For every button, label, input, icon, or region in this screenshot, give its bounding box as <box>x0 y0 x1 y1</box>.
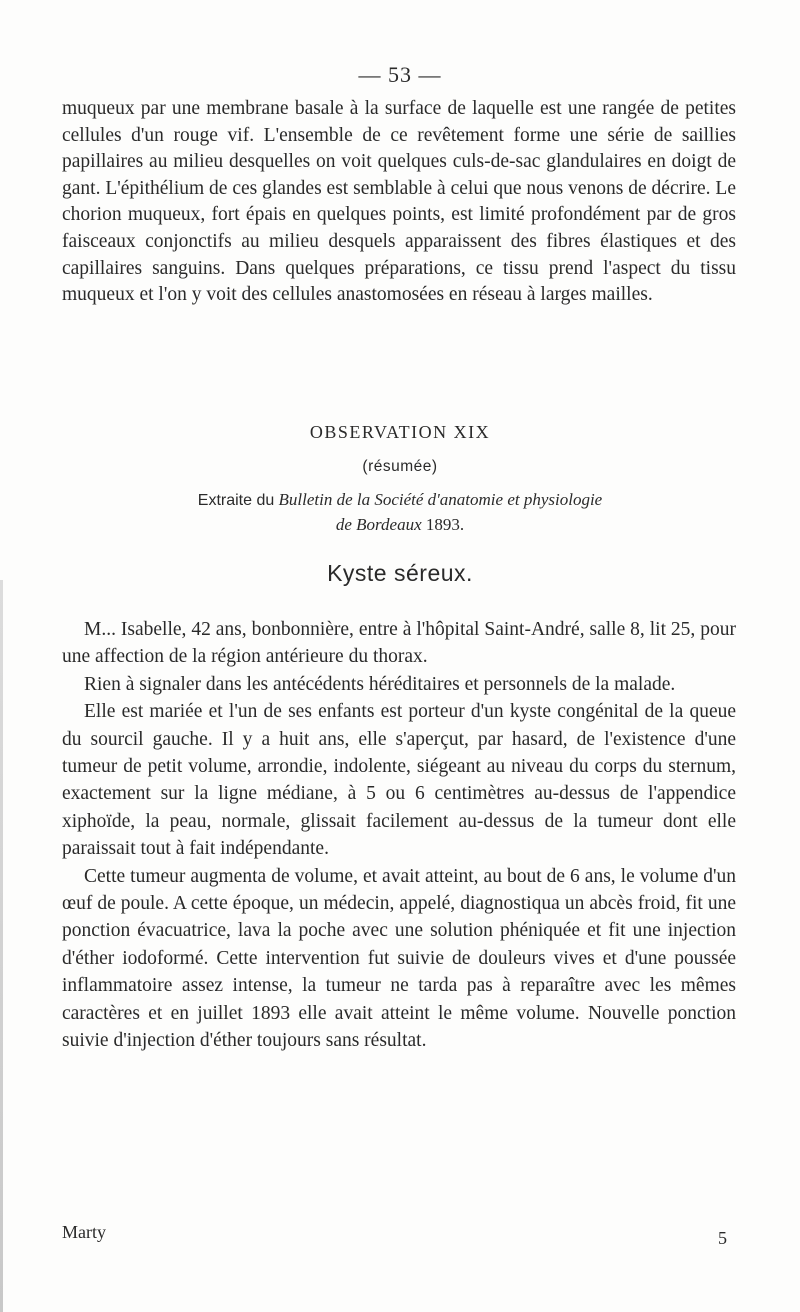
case-paragraph: Elle est mariée et l'un de ses enfants est porteur d'un kyste congénital de la queue du sourcil gauche. Il y a huit ans, elle s'aperçut, par hasard, de l'existence d'une tumeur de petit volume, arrondie, indolente, siégeant au niveau du corps du sternum, exactement sur la ligne médiane, à 5 ou 6 centimètres au-dessus de l'appendice xiphoïde, la peau, normale, glissait facilement au-dessus de la tumeur dont elle paraissait tout à fait indépendante. <box>62 701 736 860</box>
source-city: de Bordeaux <box>335 515 422 534</box>
footer-signature: 5 <box>718 1228 727 1248</box>
case-paragraph: Cette tumeur augmenta de volume, et avait atteint, au bout de 6 ans, le volume d'un œuf de poule. A cette époque, un médecin, appelé, diagnostiqua un abcès froid, fit une ponction évacuatrice, lava la poche avec une solution phéniquée et fit une injection d'éther iodoformé. Cette intervention fut suivie de douleurs vives et d'une poussée inflammatoire assez intense, la tumeur ne tarda pas à reparaître avec les mêmes caractères et en juillet 1893 elle avait atteint le même volume. Nouvelle ponction suivie d'injection d'éther toujours sans résultat. <box>62 865 736 1052</box>
page-edge-shadow <box>0 580 3 1312</box>
source-journal: Bulletin de la Société d'anatomie et physiologie <box>278 490 603 509</box>
footer-author: Marty <box>62 1222 106 1242</box>
source-year: 1893. <box>425 515 465 534</box>
source-line-1 <box>0 488 800 513</box>
intro-section <box>62 96 736 309</box>
source-line-2 <box>0 513 800 537</box>
case-paragraph: M... Isabelle, 42 ans, bonbonnière, entre à l'hôpital Saint-André, salle 8, lit 25, pour une affection de la région antérieure du thorax. <box>62 619 736 668</box>
case-paragraph: Rien à signaler dans les antécédents héréditaires et personnels de la malade. <box>84 673 676 695</box>
observation-subtitle: (résumée) <box>362 458 438 475</box>
source-lead: Extraite du <box>197 492 275 509</box>
observation-title: OBSERVATION XIX <box>309 422 491 442</box>
intro-paragraph: muqueux par une membrane basale à la surface de laquelle est une rangée de petites cellules d'un rouge vif. L'ensemble de ce revêtement forme une série de saillies papillaires au milieu desquelles on voit quelques culs-de-sac glandulaires en doigt de gant. L'épithélium de ces glandes est semblable à celui que nous venons de décrire. Le chorion muqueux, fort épais en quelques points, est limité profondément par de gros faisceaux conjonctifs au milieu desquels apparaissent des fibres élastiques et des capillaires sanguins. Dans quelques préparations, ce tissu prend l'aspect du tissu muqueux et l'on y voit des cellules anastomosées en réseau à larges mailles. <box>62 98 736 306</box>
case-section <box>62 616 736 1055</box>
page-number: — 53 — <box>358 62 442 87</box>
case-title: Kyste séreux. <box>327 560 473 586</box>
observation-source <box>0 488 800 537</box>
